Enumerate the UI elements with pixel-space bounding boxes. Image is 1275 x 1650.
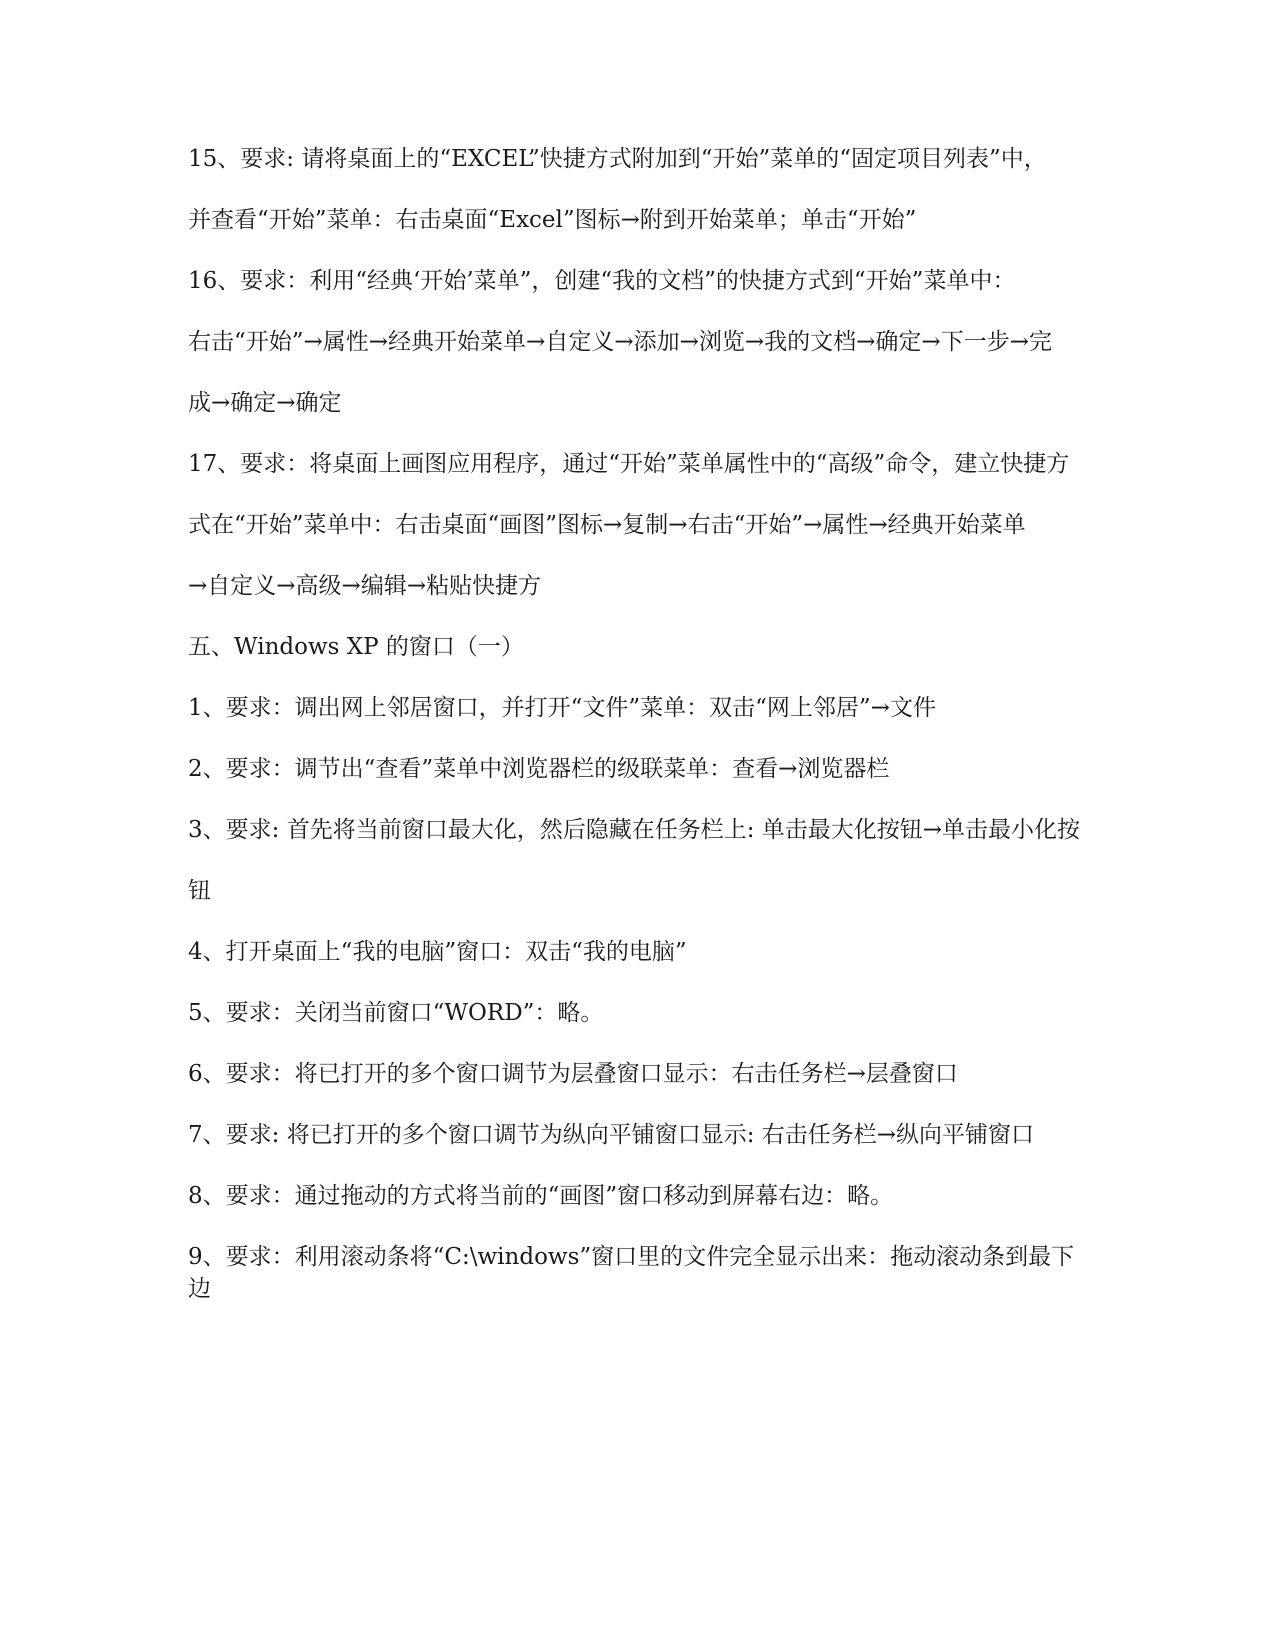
paragraph-17-line-3: →自定义→高级→编辑→粘贴快捷方 <box>188 573 542 599</box>
item-3-line-1: 3、要求: 首先将当前窗口最大化，然后隐藏在任务栏上: 单击最大化按钮→单击最小化按 <box>188 817 1081 843</box>
paragraph-15-line-2: 并查看“开始”菜单：右击桌面“Excel”图标→附到开始菜单；单击“开始” <box>188 207 917 233</box>
paragraph-16-line-2: 右击“开始”→属性→经典开始菜单→自定义→添加→浏览→我的文档→确定→下一步→完 <box>188 329 1052 355</box>
paragraph-17-line-1: 17、要求：将桌面上画图应用程序，通过“开始”菜单属性中的“高级”命令，建立快捷方 <box>188 451 1070 477</box>
item-7: 7、要求: 将已打开的多个窗口调节为纵向平铺窗口显示: 右击任务栏→纵向平铺窗口 <box>188 1122 1035 1148</box>
section-heading: 五、Windows XP 的窗口（一） <box>188 634 524 660</box>
item-5: 5、要求：关闭当前窗口“WORD”：略。 <box>188 1000 604 1026</box>
paragraph-16-line-1: 16、要求：利用“经典‘开始’菜单”，创建“我的文档”的快捷方式到“开始”菜单中： <box>188 268 1016 294</box>
item-6: 6、要求：将已打开的多个窗口调节为层叠窗口显示：右击任务栏→层叠窗口 <box>188 1061 958 1087</box>
paragraph-15-line-1: 15、要求: 请将桌面上的“EXCEL”快捷方式附加到“开始”菜单的“固定项目列表”中， <box>188 146 1047 172</box>
item-1: 1、要求：调出网上邻居窗口，并打开“文件”菜单：双击“网上邻居”→文件 <box>188 695 936 721</box>
item-2: 2、要求：调节出“查看”菜单中浏览器栏的级联菜单：查看→浏览器栏 <box>188 756 890 782</box>
paragraph-16-line-3: 成→确定→确定 <box>188 390 342 416</box>
item-8: 8、要求：通过拖动的方式将当前的“画图”窗口移动到屏幕右边：略。 <box>188 1183 894 1209</box>
item-9: 9、要求：利用滚动条将“C:\windows”窗口里的文件完全显示出来：拖动滚动条到最下边 <box>188 1244 1075 1302</box>
paragraph-17-line-2: 式在“开始”菜单中：右击桌面“画图”图标→复制→右击“开始”→属性→经典开始菜单 <box>188 512 1026 538</box>
document-body <box>188 143 1093 1334</box>
item-4: 4、打开桌面上“我的电脑”窗口：双击“我的电脑” <box>188 939 687 965</box>
item-3-line-2: 钮 <box>188 878 211 904</box>
